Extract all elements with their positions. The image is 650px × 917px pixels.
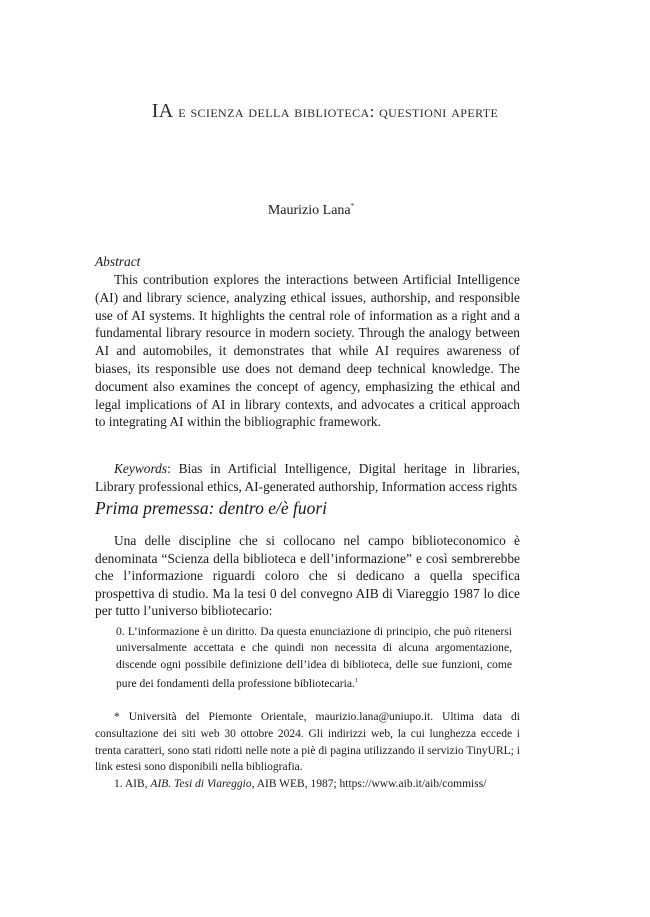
title-first-word: IA [151, 100, 174, 122]
keywords-label: Keywords [114, 461, 168, 476]
footnote-star: * Università del Piemonte Orientale, maurizio.lana@uniupo.it. Ultima data di consultazione dei siti web 30 ottobre 2024. Gli indirizzi web, la cui lunghezza eccede i trenta caratteri, sono stati ridotti nelle note a piè di pagina utilizzando il servizio TinyURL; i link estesi sono disponibili nella bibliografia. [95, 711, 520, 774]
block-quote [116, 624, 512, 693]
keywords [95, 460, 520, 496]
article-title [0, 100, 650, 123]
author-line [0, 202, 622, 219]
footnote-1-prefix: 1. AIB, [114, 778, 151, 791]
body-paragraph: Una delle discipline che si collocano nel campo biblioteconomico è denominata “Scienza della biblioteca e dell’informazione” e così sembrerebbe che l’informazione riguardi coloro che si dedicano a quella specifica prospettiva di studio. Ma la tesi 0 del convegno AIB di Viareggio 1987 lo dice per tutto l’universo bibliotecario: [95, 533, 520, 619]
footnote-1-suffix: , AIB WEB, 1987; https://www.aib.it/aib/commiss/ [251, 778, 487, 791]
abstract-heading: Abstract [95, 254, 141, 269]
title-rest: e scienza della biblioteca: questioni aperte [178, 102, 499, 121]
quote-footnote-mark: 1 [354, 677, 359, 685]
keywords-text: : Bias in Artificial Intelligence, Digital heritage in libraries, Library professional ethics, AI-generated authorship, Information access rights [95, 461, 520, 494]
footnote-1-title: AIB. Tesi di Viareggio [150, 778, 252, 791]
footnote-1 [95, 776, 520, 793]
abstract-text: This contribution explores the interactions between Artificial Intelligence (AI) and library science, analyzing ethical issues, authorship, and responsible use of AI systems. It highlights the central role of information as a right and a fundamental library resource in modern society. Through the analogy between AI and automobiles, it demonstrates that while AI requires awareness of biases, its responsible use does not demand deep technical knowledge. The document also examines the concept of agency, emphasizing the ethical and legal implications of AI in library contexts, and advocates a critical approach to integrating AI within the bibliographic framework. [95, 272, 520, 430]
section-heading: Prima premessa: dentro e/è fuori [95, 498, 328, 518]
footnotes [95, 709, 520, 793]
author-footnote-mark: * [350, 202, 355, 210]
quote-text: 0. L’informazione è un diritto. Da questa enunciazione di principio, che può ritenersi universalmente accettata e che quindi non necessita di alcuna argomentazione, discende ogni possibile definizione dell’idea di biblioteca, delle sue funzioni, come pure dei fondamenti della professione bibliotecaria. [116, 625, 512, 691]
author-name: Maurizio Lana [267, 203, 351, 218]
